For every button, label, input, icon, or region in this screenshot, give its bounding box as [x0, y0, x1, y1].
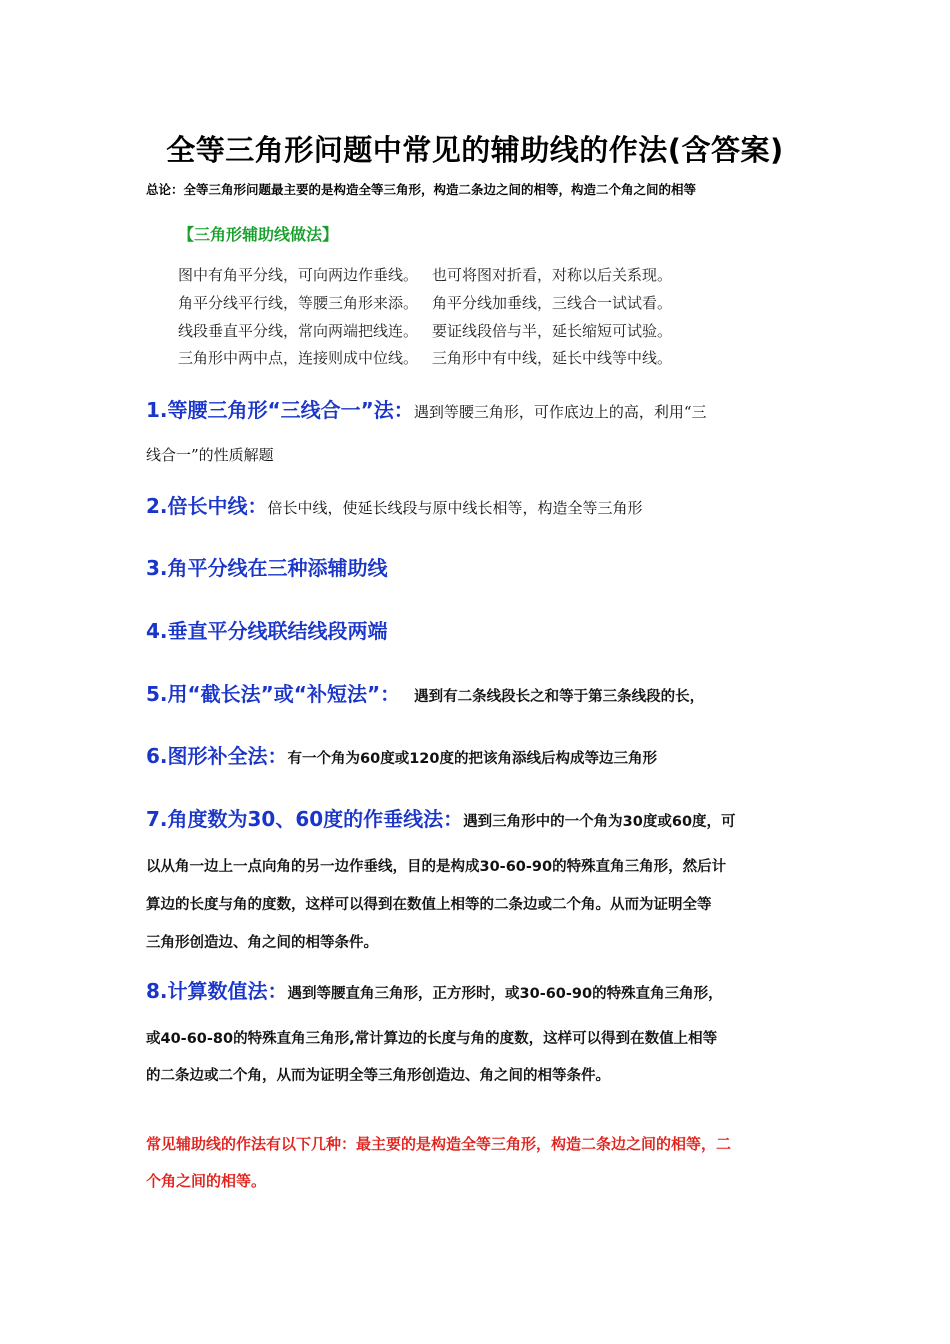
rhyme-second-half: 也可将图对折看，对称以后关系现。: [432, 266, 673, 284]
conclusion-line: 常见辅助线的作法有以下几种：最主要的是构造全等三角形，构造二条边之间的相等，二: [146, 1135, 732, 1153]
method-2-text: 倍长中线，使延长线段与原中线长相等，构造全等三角形: [267, 499, 643, 517]
method-1: [146, 394, 706, 423]
method-6: [146, 740, 657, 769]
rhyme-first-half: 线段垂直平分线，常向两端把线连。: [178, 322, 419, 340]
method-1-text-continued: 线合一”的性质解题: [146, 446, 274, 464]
method-2: [146, 490, 643, 519]
method-5-text: 遇到有二条线段长之和等于第三条线段的长，: [414, 689, 705, 705]
rhyme-line: [178, 264, 672, 285]
method-8: [146, 975, 723, 1004]
method-4: [146, 615, 388, 644]
rhyme-first-half: 角平分线平行线，等腰三角形来添。: [178, 294, 419, 312]
method-4-heading: 4.垂直平分线联结线段两端: [146, 619, 388, 643]
method-6-heading: 6.图形补全法：: [146, 744, 288, 768]
conclusion-line: 个角之间的相等。: [146, 1172, 267, 1190]
method-8-heading: 8.计算数值法：: [146, 979, 288, 1003]
method-8-text-line: 的二条边或二个角，从而为证明全等三角形创造边、角之间的相等条件。: [146, 1068, 610, 1084]
section-subheading: 【三角形辅助线做法】: [178, 225, 339, 244]
method-7-text-line: 三角形创造边、角之间的相等条件。: [146, 935, 378, 951]
method-7-heading: 7.角度数为30、60度的作垂线法：: [146, 807, 464, 831]
method-8-text: 遇到等腰直角三角形，正方形时，或30-60-90的特殊直角三角形，: [287, 986, 723, 1002]
rhyme-line: [178, 292, 672, 313]
method-6-text: 有一个角为60度或120度的把该角添线后构成等边三角形: [287, 751, 657, 767]
page-title: 全等三角形问题中常见的辅助线的作法(含答案): [166, 133, 784, 167]
method-8-text-line: 或40-60-80的特殊直角三角形,常计算边的长度与角的度数，这样可以得到在数值上相等: [146, 1031, 718, 1047]
method-2-heading: 2.倍长中线：: [146, 494, 268, 518]
method-5: [146, 678, 704, 707]
method-3: [146, 552, 388, 581]
rhyme-line: [178, 347, 672, 368]
rhyme-first-half: 三角形中两中点，连接则成中位线。: [178, 349, 419, 367]
rhyme-second-half: 要证线段倍与半，延长缩短可试验。: [432, 322, 673, 340]
rhyme-line: [178, 320, 672, 341]
rhyme-first-half: 图中有角平分线，可向两边作垂线。: [178, 266, 419, 284]
rhyme-second-half: 三角形中有中线，延长中线等中线。: [432, 349, 673, 367]
method-1-text: 遇到等腰三角形，可作底边上的高，利用“三: [413, 403, 707, 421]
method-7-text: 遇到三角形中的一个角为30度或60度，可: [463, 814, 736, 830]
method-7: [146, 803, 736, 832]
method-3-heading: 3.角平分线在三种添辅助线: [146, 556, 388, 580]
method-7-text-line: 以从角一边上一点向角的另一边作垂线，目的是构成30-60-90的特殊直角三角形，然后计: [146, 859, 727, 875]
method-7-text-line: 算边的长度与角的度数，这样可以得到在数值上相等的二条边或二个角。从而为证明全等: [146, 897, 712, 913]
method-5-heading: 5.用“截长法”或“补短法”：: [146, 682, 401, 706]
summary-line: 总论：全等三角形问题最主要的是构造全等三角形，构造二条边之间的相等，构造二个角之间的相等: [146, 182, 697, 197]
rhyme-second-half: 角平分线加垂线，三线合一试试看。: [432, 294, 673, 312]
method-1-heading: 1.等腰三角形“三线合一”法：: [146, 398, 414, 422]
